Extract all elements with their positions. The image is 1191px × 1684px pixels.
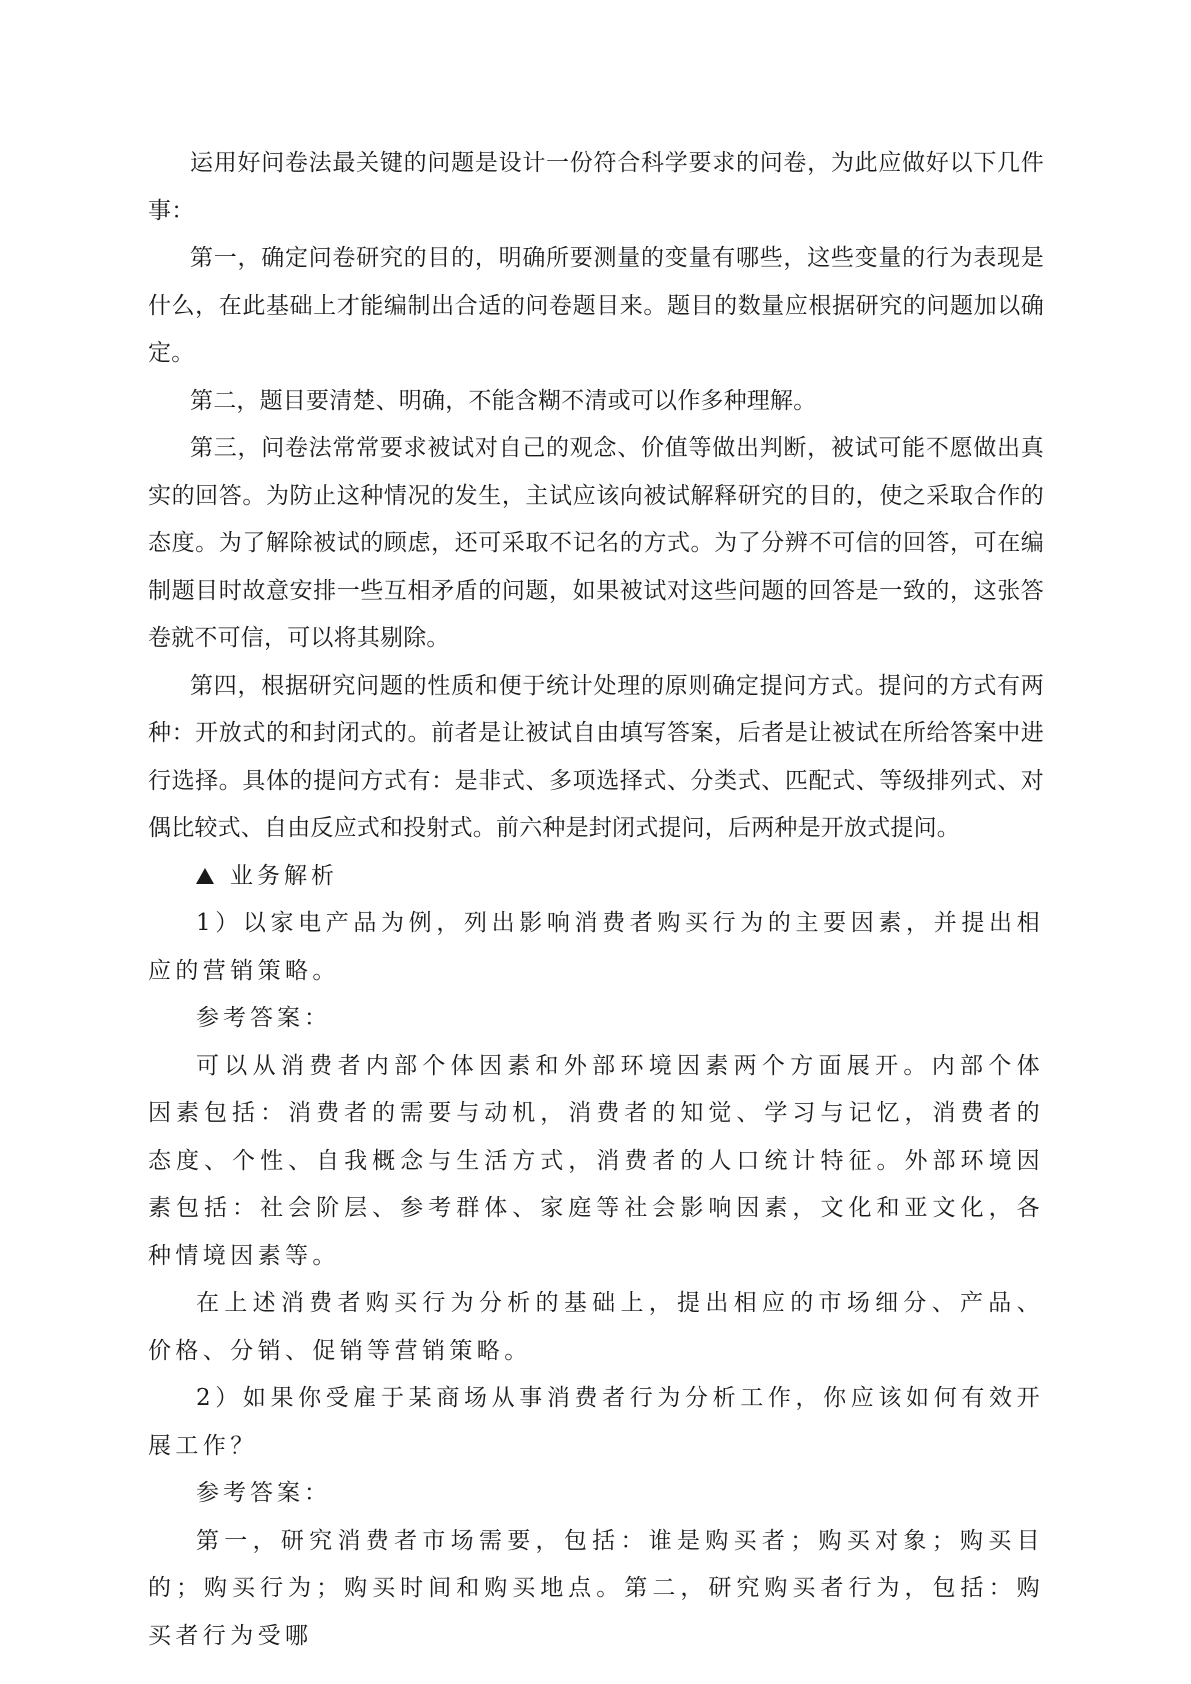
question-2: 2）如果你受雇于某商场从事消费者行为分析工作，你应该如何有效开展工作？ [148, 1385, 1044, 1459]
intro-paragraph-3: 第二，题目要清楚、明确，不能含糊不清或可以作多种理解。 [190, 387, 817, 414]
intro-paragraph-5: 第四，根据研究问题的性质和便于统计处理的原则确定提问方式。提问的方式有两种：开放式的和封闭式的。前者是让被试自由填写答案，后者是让被试在所给答案中进行选择。具体的提问方式有：是非式、多项选择式、分类式、匹配式、等级排列式、对偶比较式、自由反应式和投射式。前六种是封闭式提问，后两种是开放式提问。 [148, 672, 1044, 841]
intro-paragraph-4: 第三，问卷法常常要求被试对自己的观念、价值等做出判断，被试可能不愿做出真实的回答。为防止这种情况的发生，主试应该向被试解释研究的目的，使之采取合作的态度。为了解除被试的顾虑，还可采取不记名的方式。为了分辨不可信的回答，可在编制题目时故意安排一些互相矛盾的问题，如果被试对这些问题的回答是一致的，这张答卷就不可信，可以将其剔除。 [148, 435, 1044, 651]
intro-paragraph-1: 运用好问卷法最关键的问题是设计一份符合科学要求的问卷，为此应做好以下几件事： [148, 150, 1044, 224]
answer-label-2: 参考答案： [196, 1480, 331, 1506]
answer-1-paragraph-2: 在上述消费者购买行为分析的基础上，提出相应的市场细分、产品、价格、分销、促销等营销策略。 [148, 1290, 1044, 1364]
document-page [148, 140, 1044, 1660]
answer-1-paragraph-1: 可以从消费者内部个体因素和外部环境因素两个方面展开。内部个体因素包括：消费者的需要与动机，消费者的知觉、学习与记忆，消费者的态度、个性、自我概念与生活方式，消费者的人口统计特征。外部环境因素包括：社会阶层、参考群体、家庭等社会影响因素，文化和亚文化，各种情境因素等。 [148, 1052, 1044, 1269]
question-1: 1）以家电产品为例，列出影响消费者购买行为的主要因素，并提出相应的营销策略。 [148, 910, 1044, 984]
answer-2-paragraph: 第一，研究消费者市场需要，包括：谁是购买者；购买对象；购买目的；购买行为；购买时间和购买地点。第二，研究购买者行为，包括：购买者行为受哪 [148, 1527, 1044, 1649]
triangle-bullet-icon [196, 868, 214, 884]
answer-label-1: 参考答案： [196, 1005, 331, 1031]
section-heading-text: 业务解析 [230, 862, 338, 889]
intro-paragraph-2: 第一，确定问卷研究的目的，明确所要测量的变量有哪些，这些变量的行为表现是什么，在此基础上才能编制出合适的问卷题目来。题目的数量应根据研究的问题加以确定。 [148, 245, 1044, 366]
section-heading [148, 853, 1044, 901]
